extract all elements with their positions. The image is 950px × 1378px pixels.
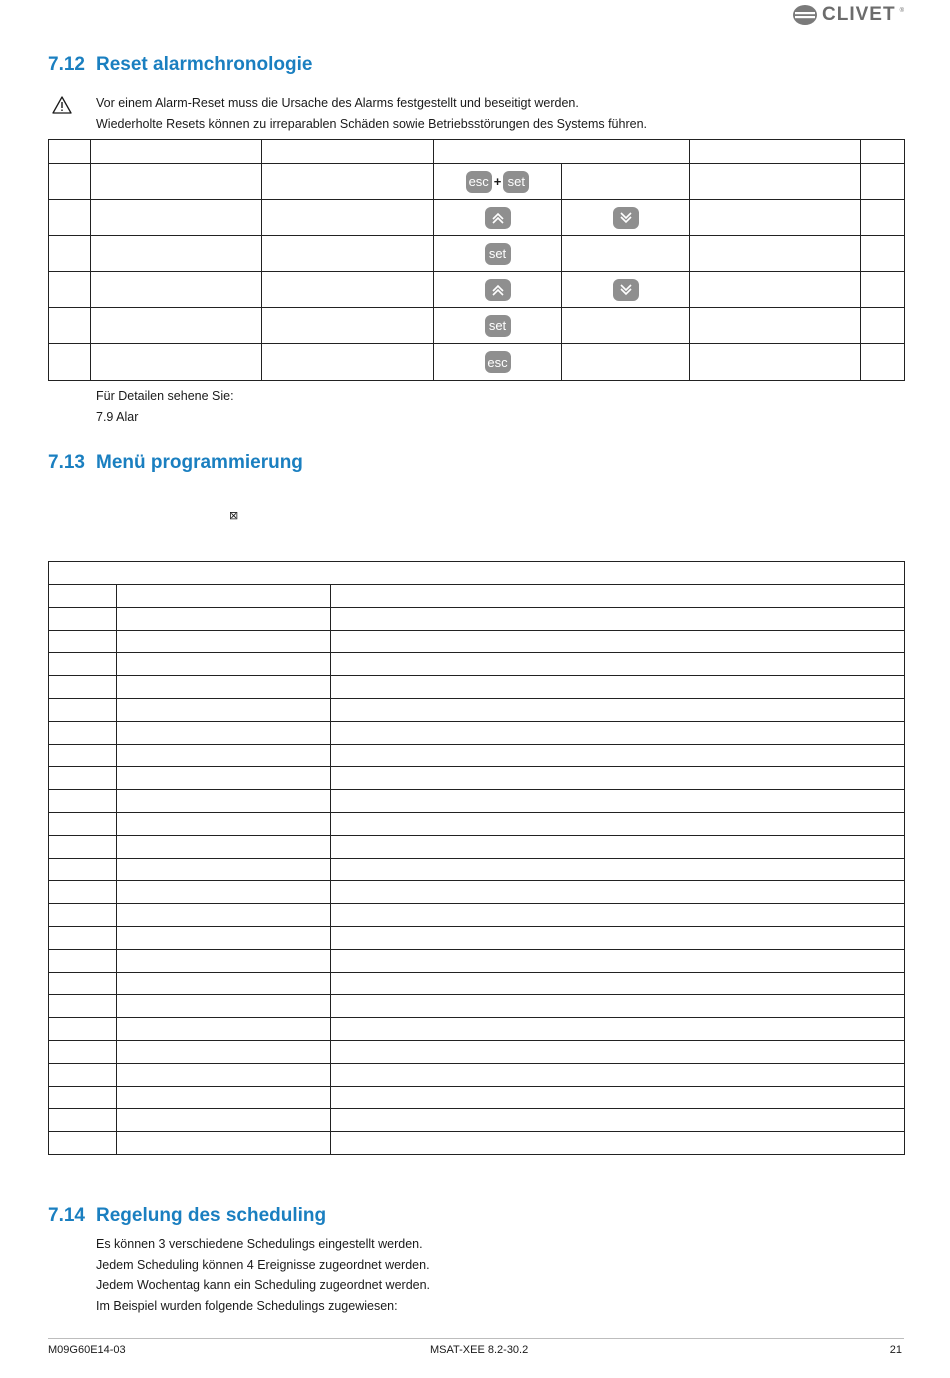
table-row	[49, 1109, 905, 1132]
section-title: Menü programmierung	[96, 452, 303, 473]
table-cell	[91, 272, 262, 308]
set-key: set	[485, 243, 511, 265]
up-key	[485, 279, 511, 301]
table-cell	[49, 1132, 117, 1155]
logo-trademark: ®	[899, 8, 904, 14]
table-cell	[91, 140, 262, 164]
scheduling-line: Jedem Scheduling können 4 Ereignisse zugeordnet werden.	[96, 1257, 430, 1272]
table-cell	[331, 1063, 905, 1086]
section-7-13-heading	[48, 452, 303, 474]
set-key: set	[503, 171, 529, 193]
warning-text	[96, 93, 647, 135]
down-key	[613, 279, 639, 301]
table-cell	[49, 812, 117, 835]
footer-divider	[48, 1338, 904, 1339]
table-cell	[331, 1132, 905, 1155]
table-cell	[331, 1086, 905, 1109]
details-line: Für Detailen sehene Sie:	[96, 389, 234, 403]
down-key	[613, 207, 639, 229]
table-cell	[331, 858, 905, 881]
programming-menu-table	[48, 561, 905, 1155]
table-cell	[49, 562, 905, 585]
table-cell	[262, 344, 434, 381]
table-row	[49, 200, 905, 236]
table-cell	[861, 272, 905, 308]
table-cell	[91, 236, 262, 272]
table-cell	[562, 344, 690, 381]
table-row	[49, 744, 905, 767]
table-cell	[117, 698, 331, 721]
table-cell	[562, 236, 690, 272]
table-row	[49, 164, 905, 200]
table-cell	[262, 272, 434, 308]
table-cell	[49, 585, 117, 608]
table-cell	[690, 200, 861, 236]
warning-icon	[52, 96, 72, 114]
table-row	[49, 272, 905, 308]
scheduling-line: Es können 3 verschiedene Schedulings eingestellt werden.	[96, 1237, 423, 1251]
table-cell	[331, 721, 905, 744]
logo-text: CLIVET	[822, 4, 896, 25]
table-row	[49, 630, 905, 653]
table-cell	[49, 767, 117, 790]
scheduling-text	[96, 1234, 430, 1316]
table-cell	[331, 744, 905, 767]
table-cell	[49, 698, 117, 721]
placeholder-glyph: ⊠	[229, 509, 239, 522]
key-cell	[434, 308, 562, 344]
table-cell	[331, 1109, 905, 1132]
table-row	[49, 1086, 905, 1109]
table-cell	[331, 790, 905, 813]
table-cell	[331, 698, 905, 721]
table-cell	[91, 164, 262, 200]
table-row	[49, 585, 905, 608]
table-cell	[117, 676, 331, 699]
section-title: Reset alarmchronologie	[96, 54, 313, 75]
key-cell	[434, 344, 562, 381]
table-cell	[117, 790, 331, 813]
table-row	[49, 721, 905, 744]
table-cell	[49, 721, 117, 744]
table-cell	[331, 607, 905, 630]
table-cell	[331, 949, 905, 972]
table-row	[49, 926, 905, 949]
table-cell	[49, 344, 91, 381]
table-cell	[117, 1063, 331, 1086]
table-cell	[49, 835, 117, 858]
table-cell	[91, 200, 262, 236]
clivet-logo-icon	[792, 4, 818, 26]
table-cell	[49, 272, 91, 308]
table-cell	[117, 858, 331, 881]
up-key	[485, 207, 511, 229]
scheduling-line: Im Beispiel wurden folgende Schedulings zugewiesen:	[96, 1298, 398, 1313]
table-row	[49, 607, 905, 630]
section-title: Regelung des scheduling	[96, 1205, 327, 1226]
table-cell	[434, 140, 690, 164]
table-cell	[331, 767, 905, 790]
table-cell	[49, 200, 91, 236]
table-cell	[117, 607, 331, 630]
table-row	[49, 1063, 905, 1086]
table-cell	[331, 972, 905, 995]
warning-line: Vor einem Alarm-Reset muss die Ursache des Alarms festgestellt und beseitigt werden.	[96, 96, 579, 110]
table-cell	[331, 585, 905, 608]
table-cell	[690, 344, 861, 381]
table-cell	[331, 653, 905, 676]
table-cell	[117, 1086, 331, 1109]
table-cell	[117, 1109, 331, 1132]
table-cell	[331, 676, 905, 699]
table-cell	[49, 1109, 117, 1132]
esc-key: esc	[485, 351, 511, 373]
table-cell	[331, 1018, 905, 1041]
table-cell	[117, 926, 331, 949]
scheduling-line: Jedem Wochentag kann ein Scheduling zugeordnet werden.	[96, 1278, 431, 1292]
table-row	[49, 1040, 905, 1063]
table-cell	[331, 835, 905, 858]
footer-model: MSAT-XEE 8.2-30.2	[430, 1344, 529, 1356]
key-cell	[434, 236, 562, 272]
table-cell	[91, 344, 262, 381]
table-cell	[117, 812, 331, 835]
table-cell	[49, 744, 117, 767]
table-cell	[861, 140, 905, 164]
table-cell	[49, 1018, 117, 1041]
table-cell	[117, 1132, 331, 1155]
table-cell	[117, 630, 331, 653]
page-number: 21	[889, 1344, 902, 1356]
table-cell	[861, 344, 905, 381]
table-cell	[331, 926, 905, 949]
table-row	[49, 308, 905, 344]
table-cell	[331, 904, 905, 927]
key-cell	[434, 200, 562, 236]
table-cell	[117, 835, 331, 858]
table-cell	[49, 972, 117, 995]
table-cell	[117, 904, 331, 927]
table-cell	[331, 630, 905, 653]
section-number: 7.12	[48, 54, 85, 75]
set-key: set	[485, 315, 511, 337]
clivet-logo	[792, 4, 904, 26]
table-cell	[331, 812, 905, 835]
table-cell	[861, 164, 905, 200]
table-cell	[49, 790, 117, 813]
table-cell	[117, 1018, 331, 1041]
table-cell	[49, 1040, 117, 1063]
table-cell	[262, 308, 434, 344]
table-cell	[117, 653, 331, 676]
esc-key: esc	[466, 171, 492, 193]
table-cell	[49, 653, 117, 676]
table-row	[49, 790, 905, 813]
section-7-12-heading	[48, 54, 312, 76]
table-cell	[49, 630, 117, 653]
section-number: 7.13	[48, 452, 85, 473]
table-row	[49, 1018, 905, 1041]
table-row	[49, 676, 905, 699]
table-row	[49, 812, 905, 835]
table-row	[49, 881, 905, 904]
table-row	[49, 858, 905, 881]
table-cell	[49, 881, 117, 904]
table-cell	[49, 308, 91, 344]
table-cell	[562, 308, 690, 344]
table-row	[49, 972, 905, 995]
table-row	[49, 949, 905, 972]
table-cell	[690, 308, 861, 344]
table-header-row	[49, 562, 905, 585]
table-cell	[690, 140, 861, 164]
table-cell	[49, 1086, 117, 1109]
table-row	[49, 1132, 905, 1155]
table-cell	[49, 236, 91, 272]
table-row	[49, 698, 905, 721]
table-cell	[117, 1040, 331, 1063]
table-cell	[262, 236, 434, 272]
warning-line: Wiederholte Resets können zu irreparablen Schäden sowie Betriebsstörungen des Systems führen.	[96, 117, 648, 131]
table-cell	[861, 200, 905, 236]
table-cell	[49, 1063, 117, 1086]
table-cell	[331, 881, 905, 904]
table-row	[49, 236, 905, 272]
table-cell	[117, 721, 331, 744]
table-cell	[262, 140, 434, 164]
table-cell	[690, 236, 861, 272]
table-cell	[562, 164, 690, 200]
table-cell	[117, 767, 331, 790]
down-icon	[618, 211, 634, 225]
table-cell	[91, 308, 262, 344]
table-cell	[690, 164, 861, 200]
table-cell	[331, 995, 905, 1018]
reset-procedure-table	[48, 139, 905, 381]
plus-sign: +	[493, 174, 502, 189]
table-cell	[117, 995, 331, 1018]
key-cell	[562, 272, 690, 308]
table-cell	[117, 585, 331, 608]
table-cell	[117, 949, 331, 972]
section-number: 7.14	[48, 1205, 85, 1226]
table-cell	[49, 926, 117, 949]
table-cell	[49, 140, 91, 164]
down-icon	[618, 283, 634, 297]
table-cell	[49, 949, 117, 972]
table-header-row	[49, 140, 905, 164]
details-line: 7.9 Alar	[96, 410, 139, 424]
table-cell	[117, 881, 331, 904]
details-text	[96, 386, 234, 428]
table-row	[49, 344, 905, 381]
table-cell	[117, 972, 331, 995]
up-icon	[490, 283, 506, 297]
table-cell	[262, 200, 434, 236]
table-cell	[117, 744, 331, 767]
key-cell	[434, 164, 562, 200]
table-cell	[49, 607, 117, 630]
key-cell	[562, 200, 690, 236]
section-7-14-heading	[48, 1205, 326, 1227]
table-row	[49, 995, 905, 1018]
footer-doc-code: M09G60E14-03	[48, 1344, 126, 1356]
table-row	[49, 767, 905, 790]
table-cell	[49, 164, 91, 200]
table-cell	[690, 272, 861, 308]
table-row	[49, 904, 905, 927]
up-icon	[490, 211, 506, 225]
table-row	[49, 835, 905, 858]
table-cell	[49, 904, 117, 927]
table-cell	[49, 995, 117, 1018]
table-row	[49, 653, 905, 676]
table-cell	[49, 858, 117, 881]
table-cell	[331, 1040, 905, 1063]
table-cell	[49, 676, 117, 699]
table-cell	[861, 236, 905, 272]
table-cell	[262, 164, 434, 200]
key-cell	[434, 272, 562, 308]
table-cell	[861, 308, 905, 344]
